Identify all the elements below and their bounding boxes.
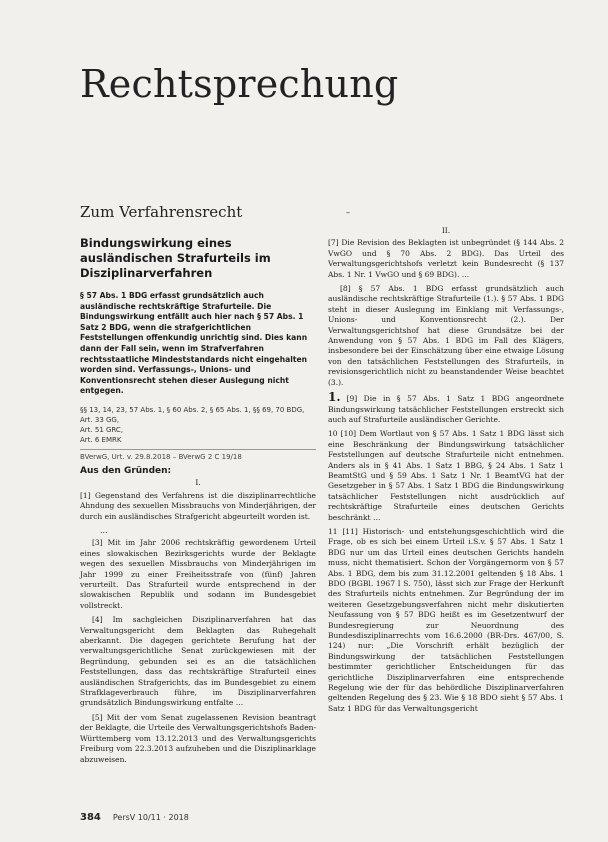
headnote: § 57 Abs. 1 BDG erfasst grundsätzlich auch ausländische rechtskräftige Strafurteile. Die Bindungswirkung entfällt auch hier nach § 57 Abs. 1 Satz 2 BDG, wenn die strafgerichtlichen Feststellungen offenkundig unrichtig sind. Dies kann dann der Fall sein, wenn im Strafverfahren rechtsstaatliche Mindeststandards nicht eingehalten worden sind. Verfassungs-, Unions- und Konventionsrecht stehen dieser Auslegung nicht entgegen. [80, 291, 308, 396]
paragraph-9 [328, 392, 564, 425]
paragraph-4: [4] Im sachgleichen Disziplinarverfahren hat das Verwaltungsgericht dem Beklagten das Ruhegehalt aberkannt. Die dagegen gerichtete Berufung hat der verwaltungsgerichtliche Senat zurückgewiesen mit der Begründung, gebunden sei es an die tatsächlichen Feststellungen, dass das rechtskräftige Strafurteil eines ausländischen Strafgerichts, das im Bundesgebiet zu einem Strafklageverbrauch führe, im Disziplinarverfahren grundsätzlich Bindungswirkung entfalte … [80, 615, 316, 708]
paragraph-11: 11 [11] Historisch- und entstehungsgeschichtlich wird die Frage, ob es sich bei einem Urteil i.S.v. § 57 Abs. 1 Satz 1 BDG nur um das Urteil eines deutschen Gerichts handeln muss, nicht thematisiert. Schon der Vorgängernorm von § 57 Abs. 1 BDG, dem bis zum 31.12.2001 geltenden § 18 Abs. 1 BDO (BGBl. 1967 I S. 750), lässt sich zur Frage der Herkunft des Strafurteils nichts entnehmen. Zur Begründung der im weiteren Gesetzgebungsverfahren nicht mehr diskutierten Neufassung von § 57 BDG heißt es im Gesetzentwurf der Bundesregierung zur Neuordnung des Bundesdisziplinarrechts vom 16.6.2000 (BR-Drs. 467/00, S. 124) nur: „Die Vorschrift erhält bezüglich der Bindungswirkung der tatsächlichen Feststellungen bestimmter gerichtlicher Entscheidungen für das gerichtliche Disziplinarverfahren eine entsprechende Regelung wie der für das behördliche Disziplinarverfahren geltenden Regelung des § 23. Wie § 18 BDO sieht § 57 Abs. 1 Satz 1 BDG für das Verwaltungsgericht [328, 526, 564, 713]
statute-reference: Art. 6 EMRK [80, 435, 122, 444]
grounds-heading: Aus den Gründen: [80, 465, 172, 476]
page-number: 384 [80, 812, 101, 823]
statute-reference: Art. 51 GRC, [80, 425, 124, 434]
section-number: 1. [328, 390, 341, 405]
ellipsis-marker: … [100, 525, 108, 535]
decision-citation: BVerwG, Urt. v. 29.8.2018 – BVerwG 2 C 19/18 [80, 449, 316, 462]
section-title: Zum Verfahrensrecht [80, 203, 243, 221]
left-column [80, 202, 316, 769]
journal-citation: PersV 10/11 · 2018 [112, 813, 189, 822]
statute-reference: Art. 33 GG, [80, 415, 120, 424]
page-footer [80, 812, 189, 823]
paragraph-1: [1] Gegenstand des Verfahrens ist die disziplinarrechtliche Ahndung des sexuellen Missbrauchs von Minderjährigen, der durch ein ausländisches Strafgericht abgeurteilt worden ist. [80, 490, 316, 521]
case-title: Bindungswirkung eines ausländischen Strafurteils im Disziplinarverfahren [80, 236, 271, 280]
paragraph-3: [3] Mit im Jahr 2006 rechtskräftig gewordenem Urteil eines slowakischen Bezirksgerichts wurde der Beklagte wegen des sexuellen Missbrauchs von Minderjährigen im Jahr 1999 zu einer Freiheitsstrafe von (fünf) Jahren verurteilt. Das Strafurteil wurde entsprechend in der slowakischen Republik und sodann im Bundesgebiet vollstreckt. [80, 538, 316, 610]
paragraph-8: [8] § 57 Abs. 1 BDG erfasst grundsätzlich auch ausländische rechtskräftige Strafurteile (1.). § 57 Abs. 1 BDG steht in dieser Auslegung im Einklang mit Verfassungs-, Unions- und Konventionsrecht (2.). Der Verwaltungsgerichtshof hat diese Grundsätze bei der Anwendung von § 57 Abs. 1 BDG im Fall des Klägers, insbesondere bei der Einschätzung über eine etwaige Lösung von den tatsächlichen Feststellungen des Strafurteils, in revisionsgerichtlich nicht zu beanstandender Weise beachtet (3.). [328, 284, 564, 387]
statute-reference: §§ 13, 14, 23, 57 Abs. 1, § 60 Abs. 2, § 65 Abs. 1, §§ 69, 70 BDG, [80, 405, 305, 414]
paragraph-5: [5] Mit der vom Senat zugelassenen Revision beantragt der Beklagte, die Urteile des Verwaltungsgerichtshofs Baden-Württemberg vom 13.12.2013 und des Verwaltungsgerichts Freiburg vom 22.3.2013 aufzuheben und die Disziplinarklage abzuweisen. [80, 712, 316, 764]
right-column [328, 226, 564, 718]
roman-numeral-two: II. [441, 226, 451, 235]
roman-numeral-one: I. [195, 478, 201, 488]
dash-marker: – [346, 208, 350, 217]
paragraph-7: [7] Die Revision des Beklagten ist unbegründet (§ 144 Abs. 2 VwGO und § 70 Abs. 2 BDG). Das Urteil des Verwaltungsgerichtshofs verletzt kein Bundesrecht (§ 137 Abs. 1 Nr. 1 VwGO und § 69 BDG). … [328, 238, 564, 279]
paragraph-10: 10 [10] Dem Wortlaut von § 57 Abs. 1 Satz 1 BDG lässt sich eine Beschränkung der Bindungswirkung tatsächlicher Feststellungen auf deutsche Strafurteile nicht entnehmen. Anders als in § 41 Abs. 1 Satz 1 BBG, § 24 Abs. 1 Satz 1 BeamtStG und § 59 Abs. 1 Satz 1 Nr. 1 BeamtVG hat der Gesetzgeber in § 57 Abs. 1 Satz 1 BDG die Bindungswirkung tatsächlicher Feststellungen nicht ausdrücklich auf rechtskräftige Strafurteile eines deutschen Gerichts beschränkt … [328, 429, 564, 522]
paragraph-9-text: [9] Die in § 57 Abs. 1 Satz 1 BDG angeordnete Bindungswirkung tatsächlicher Feststellungen erstreckt sich auch auf Strafurteile ausländischer Gerichte. [328, 394, 564, 424]
statute-references [80, 405, 316, 445]
page-title: Rechtsprechung [80, 62, 399, 106]
